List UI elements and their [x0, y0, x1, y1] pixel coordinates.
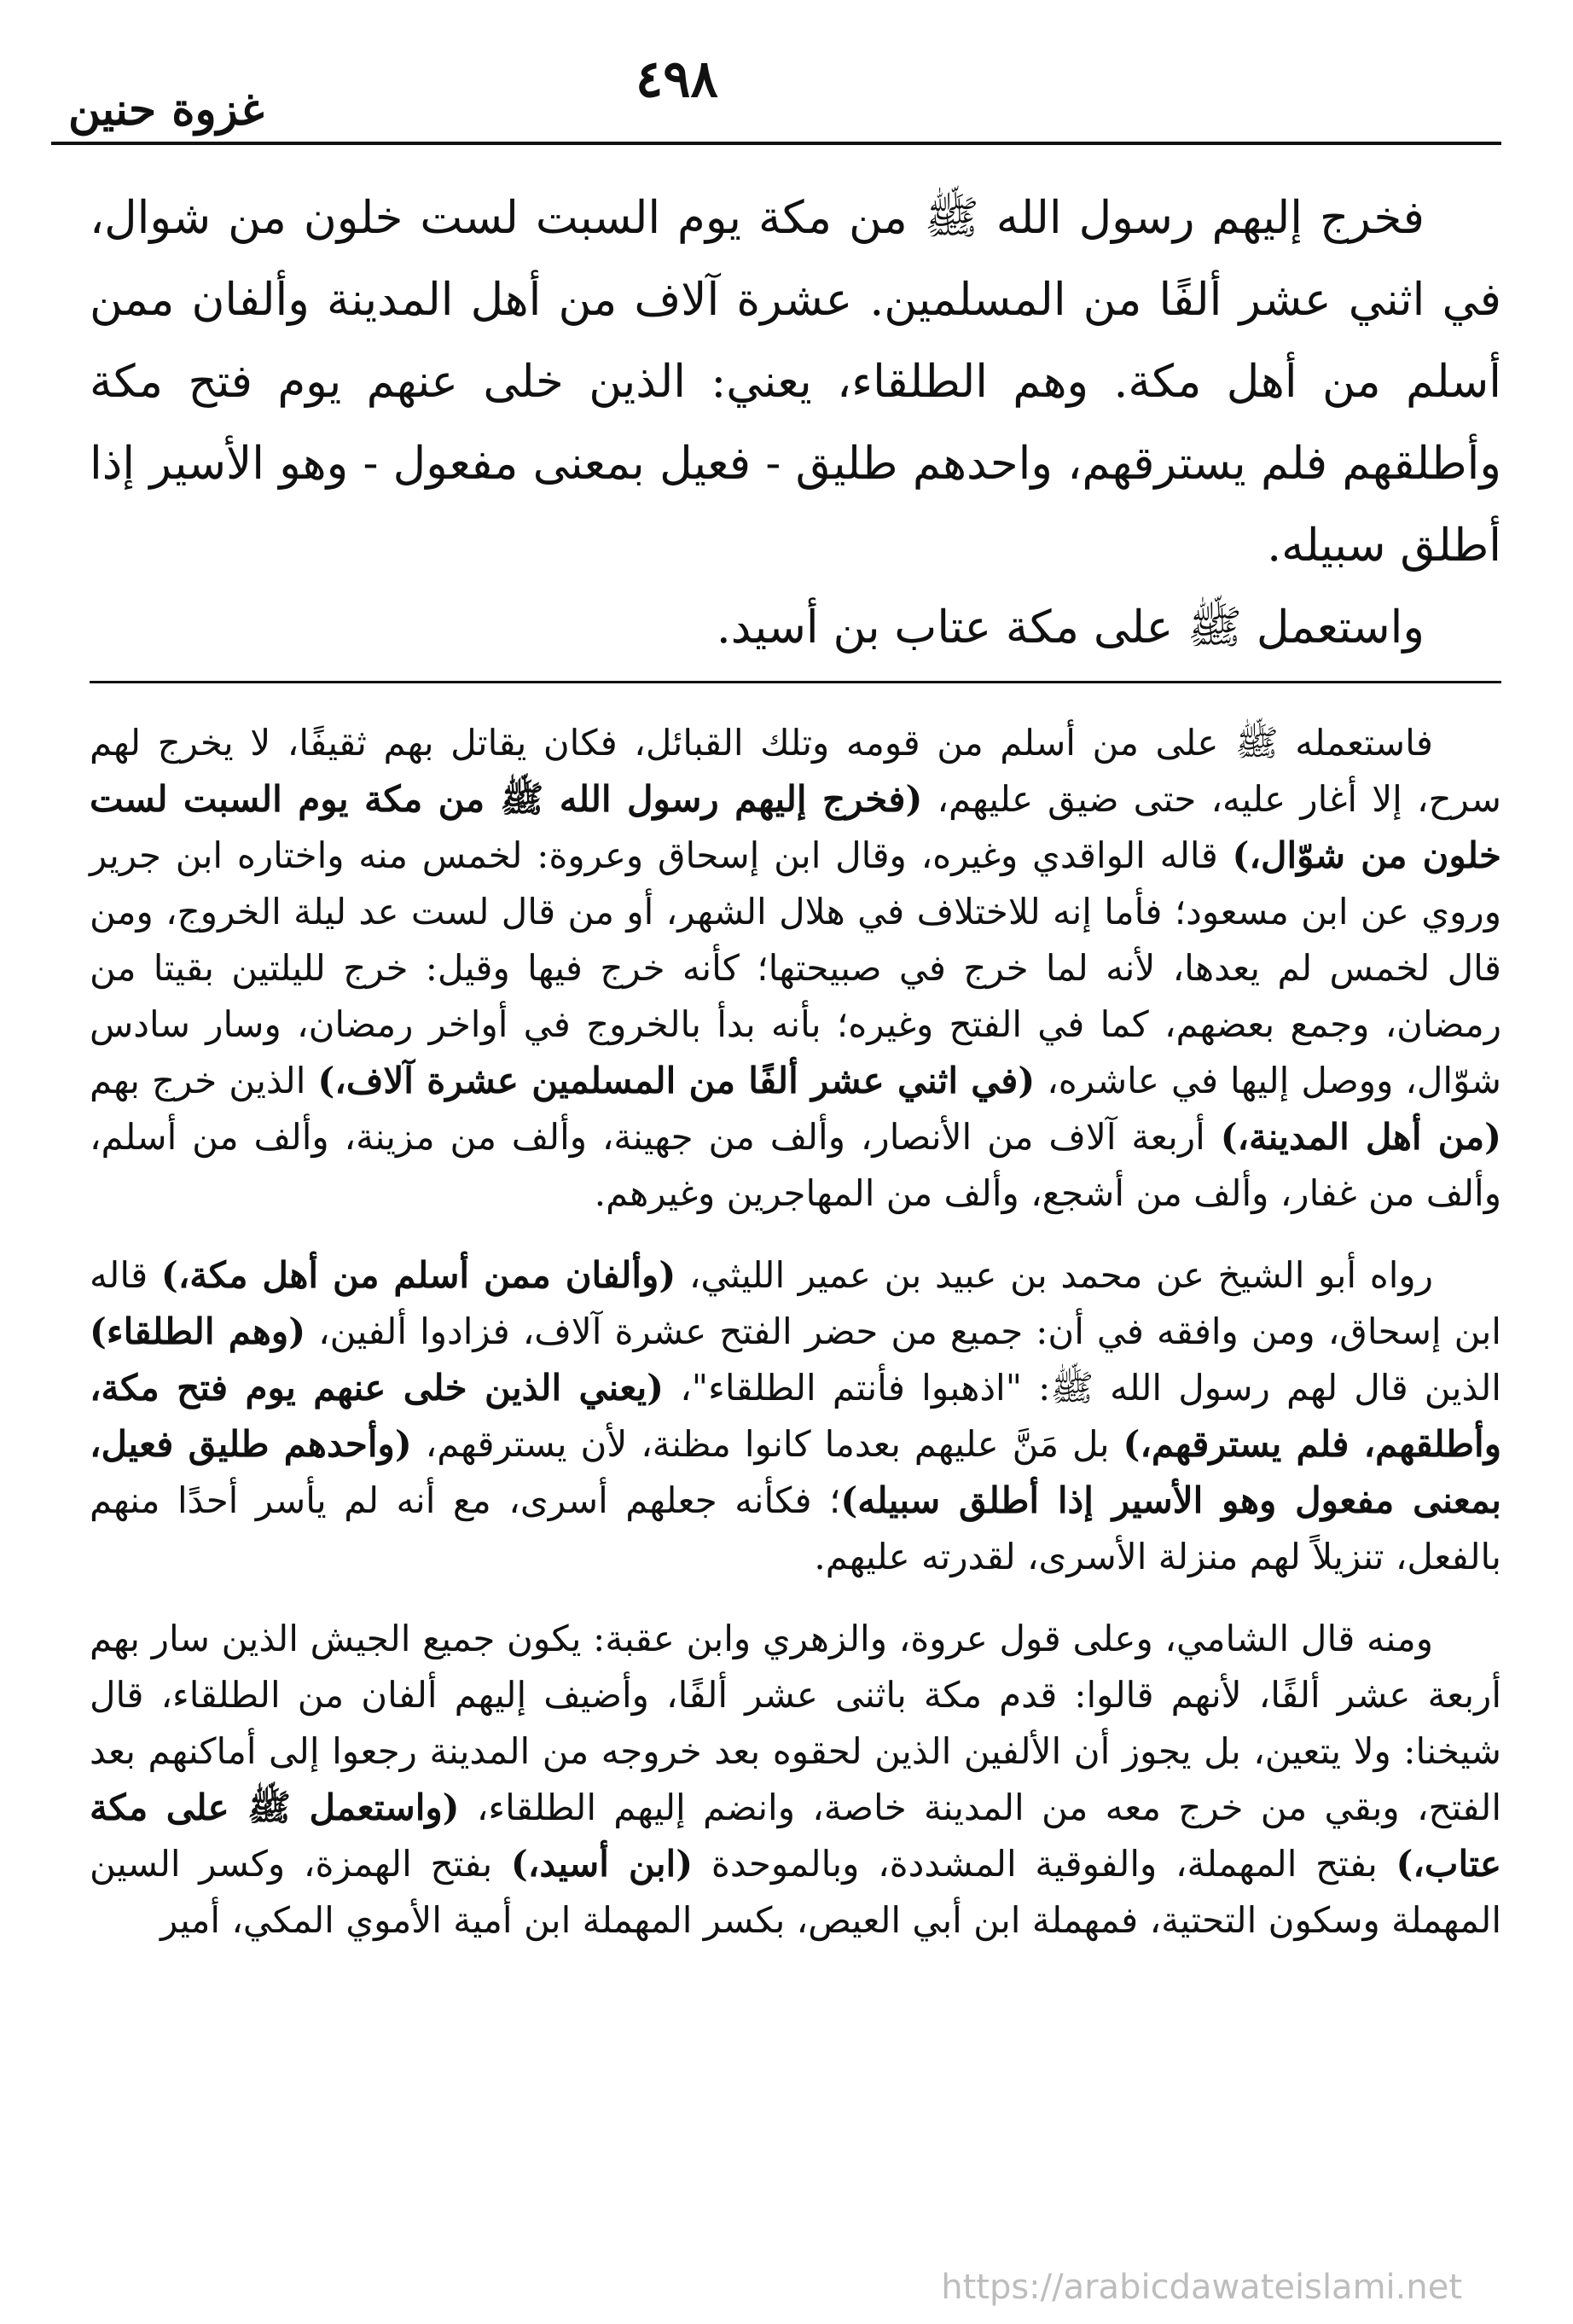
- running-title: غزوة حنين: [68, 84, 264, 136]
- commentary-paragraph: [90, 1247, 1501, 1585]
- quoted-text: (يعني الذين خلى عنهم يوم فتح مكة، وأطلقهم، فلم يسترقهم،): [90, 1367, 1501, 1465]
- commentary-text: بفتح المهملة، والفوقية المشددة، وبالموحدة: [693, 1843, 1396, 1885]
- quoted-text: (فخرج إليهم رسول الله ﷺ من مكة يوم السبت لست خلون من شوّال،): [90, 778, 1501, 876]
- commentary-text: رواه أبو الشيخ عن محمد بن عبيد بن عمير الليثي،: [676, 1254, 1433, 1296]
- commentary-text: الذين قال لهم رسول الله ﷺ: "اذهبوا فأنتم الطلقاء"،: [664, 1367, 1501, 1409]
- quoted-text: (ابن أسيد،): [510, 1843, 694, 1885]
- commentary: [90, 715, 1501, 1974]
- commentary-text: بفتح الهمزة، وكسر السين المهملة وسكون التحتية، فمهملة ابن أبي العيص، بكسر المهملة ابن أمية الأموي المكي، أمير: [90, 1843, 1501, 1941]
- commentary-text: ومنه قال الشامي، وعلى قول عروة، والزهري وابن عقبة: يكون جميع الجيش الذين سار بهم أربعة عشر ألفًا، لأنهم قالوا: قدم مكة باثنى عشر ألفًا، وأضيف إليهم ألفان من الطلقاء، قال شيخنا: ولا يتعين، بل يجوز أن الألفين الذين لحقوه بعد خروجه من المدينة رجعوا إلى أماكنهم بعد الفتح، وبقي من خرج معه من المدينة خاصة، وانضم إليهم الطلقاء،: [90, 1618, 1501, 1828]
- quoted-text: (من أهل المدينة،): [1220, 1116, 1501, 1158]
- main-paragraph: واستعمل ﷺ على مكة عتاب بن أسيد.: [716, 601, 1425, 654]
- commentary-text: فاستعمله ﷺ على من أسلم من قومه وتلك القبائل، فكان يقاتل بهم ثقيفًا، لا يخرج لهم سرح، إلا أغار عليه، حتى ضيق عليهم،: [90, 722, 1501, 820]
- main-text: [90, 177, 1501, 669]
- quoted-text: (وألفان ممن أسلم من أهل مكة،): [160, 1254, 676, 1296]
- quoted-text: (وهم الطلقاء): [90, 1310, 306, 1352]
- footnote-separator: [90, 681, 1501, 683]
- header-rule: [51, 142, 1501, 145]
- quoted-text: (واستعمل ﷺ على مكة عتاب،): [90, 1787, 1501, 1885]
- commentary-text: الذين خرج بهم: [90, 1060, 318, 1101]
- commentary-text: أربعة آلاف من الأنصار، وألف من جهينة، وألف من مزينة، وألف من أسلم، وألف من غفار، وألف من أشجع، وألف من المهاجرين وغيرهم.: [90, 1116, 1501, 1214]
- commentary-text: قاله الواقدي وغيره، وقال ابن إسحاق وعروة: لخمس منه واختاره ابن جرير وروي عن ابن مسعود؛ فأما إنه للاختلاف في هلال الشهر، أو من قال لست عد ليلة الخروج، ومن قال لخمس لم يعدها، لأنه لما خرج في صبيحتها؛ كأنه خرج فيها وقيل: خرج لليلتين بقيتا من رمضان، وجمع بعضهم، كما في الفتح وغيره؛ بأنه بدأ بالخروج في أواخر رمضان، وسار سادس شوّال، ووصل إليها في عاشره،: [90, 834, 1501, 1101]
- commentary-paragraph: [90, 715, 1501, 1222]
- watermark: https://arabicdawateislami.net: [941, 2268, 1462, 2307]
- main-paragraph: فخرج إليهم رسول الله ﷺ من مكة يوم السبت لست خلون من شوال، في اثني عشر ألفًا من المسلمين. عشرة آلاف من أهل المدينة وألفان ممن أسلم من أهل مكة. وهم الطلقاء، يعني: الذين خلى عنهم يوم فتح مكة وأطلقهم فلم يسترقهم، واحدهم طليق - فعيل بمعنى مفعول - وهو الأسير إذا أطلق سبيله.: [90, 192, 1501, 572]
- quoted-text: (في اثني عشر ألفًا من المسلمين عشرة آلاف،): [317, 1060, 1036, 1101]
- commentary-paragraph: [90, 1611, 1501, 1949]
- page-number: ٤٩٨: [636, 49, 718, 109]
- commentary-text: قاله ابن إسحاق، ومن وافقه في أن: جميع من حضر الفتح عشرة آلاف، فزادوا ألفين،: [90, 1254, 1501, 1352]
- commentary-text: ؛ فكأنه جعلهم أسرى، مع أنه لم يأسر أحدًا منهم بالفعل، تنزيلاً لهم منزلة الأسرى، لقدرته عليهم.: [90, 1479, 1501, 1577]
- quoted-text: (وأحدهم طليق فعيل، بمعنى مفعول وهو الأسير إذا أطلق سبيله): [90, 1423, 1501, 1521]
- commentary-text: بل مَنَّ عليهم بعدما كانوا مظنة، لأن يسترقهم،: [411, 1423, 1123, 1465]
